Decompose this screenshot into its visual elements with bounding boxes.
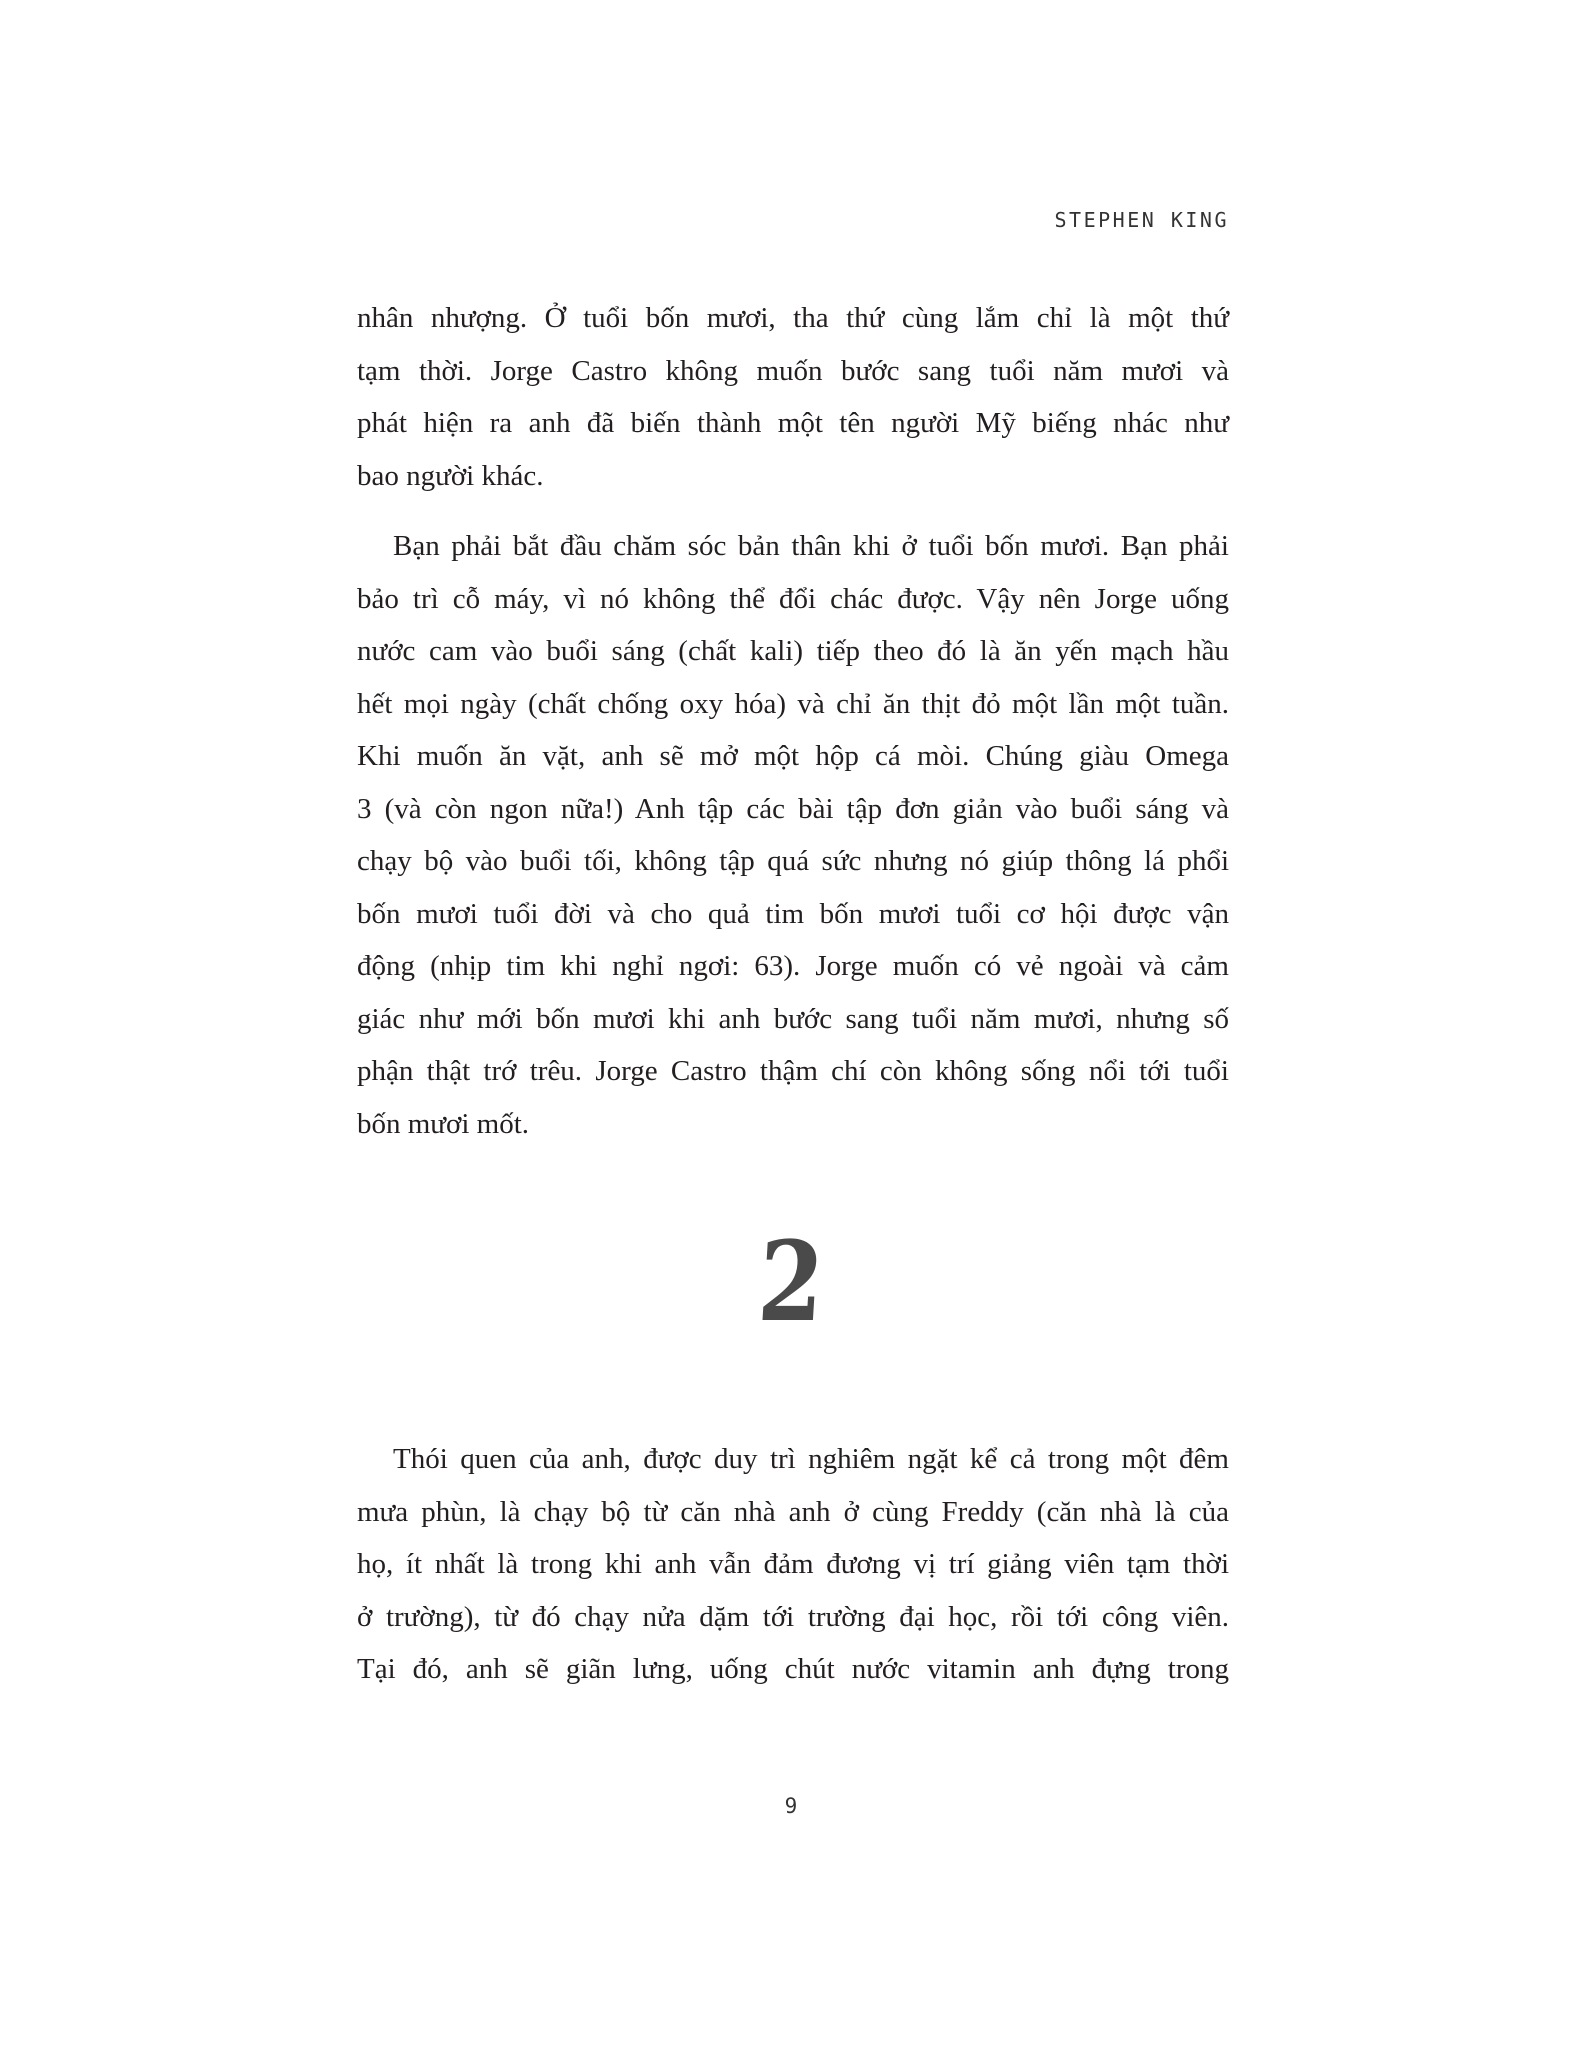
text-line: phận thật trớ trêu. Jorge Castro thậm chí còn không sống nổi tới tuổi [357,1055,1229,1087]
text-line: bao người khác. [357,459,544,492]
text-line: mưa phùn, là chạy bộ từ căn nhà anh ở cùng Freddy (căn nhà là của [357,1495,1229,1528]
section-number: 2 [754,1217,828,1346]
text-line: bốn mươi tuổi đời và cho quả tim bốn mươi tuổi cơ hội được vận [357,897,1229,930]
text-line: Tại đó, anh sẽ giãn lưng, uống chút nước vitamin anh đựng trong [357,1653,1229,1685]
text-line: ở trường), từ đó chạy nửa dặm tới trường đại học, rồi tới công viên. [357,1600,1229,1633]
text-line: Thói quen của anh, được duy trì nghiêm ngặt kể cả trong một đêm [393,1443,1229,1475]
paragraph-2 [357,520,1229,1150]
paragraph-1 [357,292,1229,502]
text-line: bảo trì cỗ máy, vì nó không thể đổi chác được. Vậy nên Jorge uống [357,582,1229,615]
page-number: 9 [784,1794,798,1818]
text-line: động (nhịp tim khi nghỉ ngơi: 63). Jorge muốn có vẻ ngoài và cảm [357,950,1229,982]
text-line: nước cam vào buổi sáng (chất kali) tiếp theo đó là ăn yến mạch hầu [357,635,1229,667]
text-line: Khi muốn ăn vặt, anh sẽ mở một hộp cá mòi. Chúng giàu Omega [357,740,1229,772]
text-line: chạy bộ vào buổi tối, không tập quá sức nhưng nó giúp thông lá phổi [357,845,1229,877]
text-line: 3 (và còn ngon nữa!) Anh tập các bài tập đơn giản vào buổi sáng và [357,792,1229,825]
running-header: STEPHEN KING [1054,208,1229,232]
text-line: hết mọi ngày (chất chống oxy hóa) và chỉ ăn thịt đỏ một lần một tuần. [357,687,1229,720]
text-line: họ, ít nhất là trong khi anh vẫn đảm đương vị trí giảng viên tạm thời [357,1548,1229,1580]
text-line: phát hiện ra anh đã biến thành một tên người Mỹ biếng nhác như [357,407,1229,439]
text-line: bốn mươi mốt. [357,1107,530,1140]
text-line: nhân nhượng. Ở tuổi bốn mươi, tha thứ cùng lắm chỉ là một thứ [357,302,1229,334]
text-line: giác như mới bốn mươi khi anh bước sang tuổi năm mươi, nhưng số [357,1002,1229,1035]
text-line: tạm thời. Jorge Castro không muốn bước sang tuổi năm mươi và [357,354,1229,387]
paragraph-3 [357,1433,1229,1696]
text-line: Bạn phải bắt đầu chăm sóc bản thân khi ở tuổi bốn mươi. Bạn phải [393,530,1229,562]
